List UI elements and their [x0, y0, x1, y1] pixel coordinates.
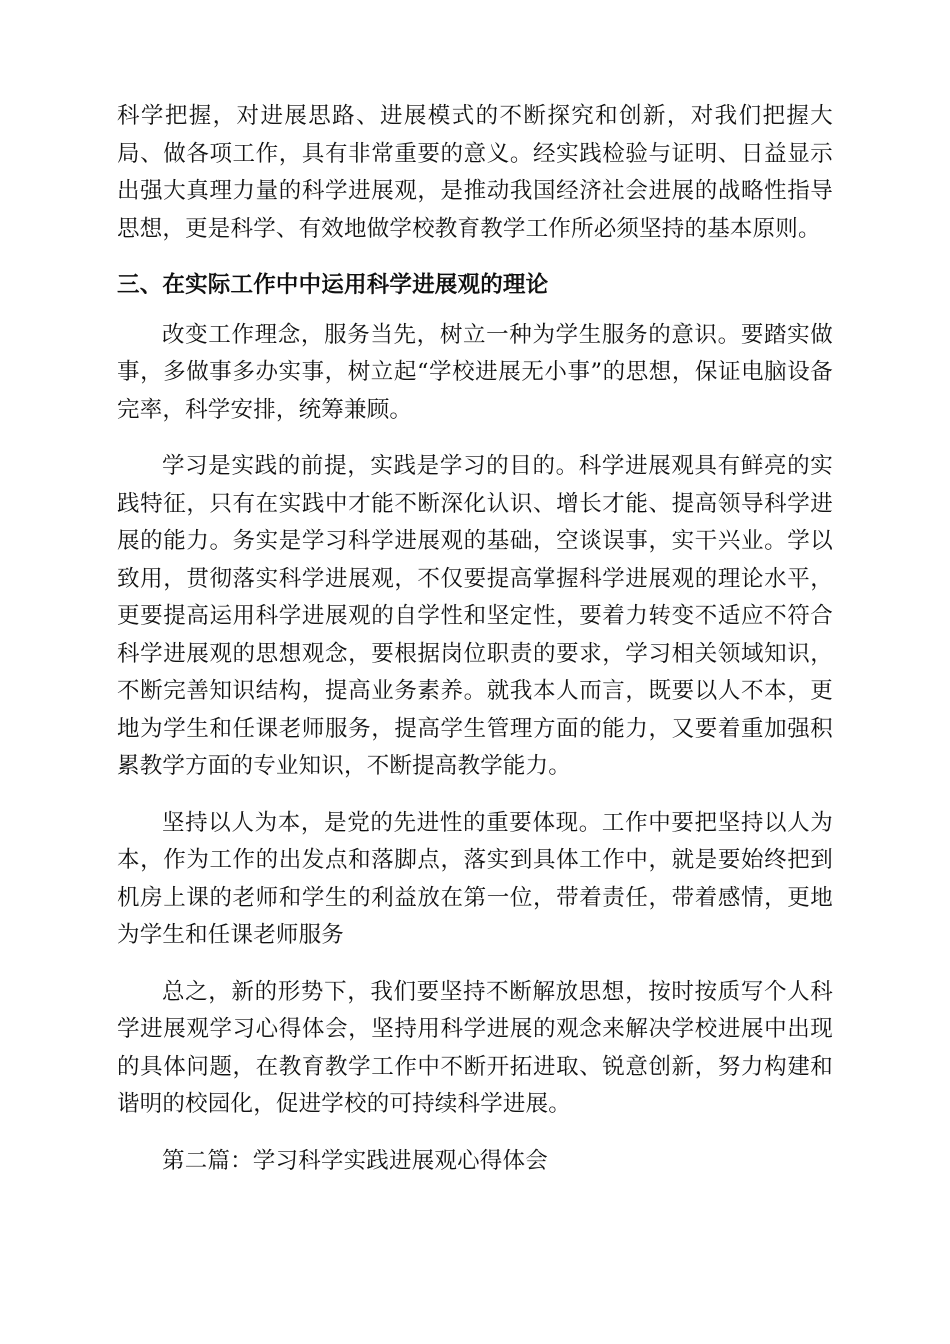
section-heading: 三、在实际工作中中运用科学进展观的理论	[117, 272, 549, 298]
paragraph-practice: 学习是实践的前提，实践是学习的目的。科学进展观具有鲜亮的实践特征，只有在实践中才能不断深化认识、增长才能、提高领导科学进展的能力。务实是学习科学进展观的基础，空谈误事，实干兴业。学以致用，贯彻落实科学进展观，不仅要提高掌握科学进展观的理论水平，更要提高运用科学进展观的自学性和坚定性，要着力转变不适应不符合科学进展观的思想观念，要根据岗位职责的要求，学习相关领域知识，不断完善知识结构，提高业务素养。就我本人而言，既要以人不本，更地为学生和任课老师服务，提高学生管理方面的能力，又要着重加强积累教学方面的专业知识，不断提高教学能力。	[117, 453, 833, 779]
paragraph-service: 改变工作理念，服务当先，树立一种为学生服务的意识。要踏实做事，多做事多办实事，树立起“学校进展无小事”的思想，保证电脑设备完率，科学安排，统筹兼顾。	[117, 321, 833, 423]
chapter-title: 第二篇：学习科学实践进展观心得体会	[162, 1147, 548, 1174]
paragraph-continuation: 科学把握，对进展思路、进展模式的不断探究和创新，对我们把握大局、做各项工作，具有非常重要的意义。经实践检验与证明、日益显示出强大真理力量的科学进展观，是推动我国经济社会进展的战略性指导思想，更是科学、有效地做学校教育教学工作所必须坚持的基本原则。	[117, 103, 833, 242]
paragraph-conclusion: 总之，新的形势下，我们要坚持不断解放思想，按时按质写个人科学进展观学习心得体会，坚持用科学进展的观念来解决学校进展中出现的具体问题，在教育教学工作中不断开拓进取、锐意创新，努力构建和谐明的校园化，促进学校的可持续科学进展。	[117, 978, 833, 1117]
document-body	[117, 98, 833, 1199]
paragraph-people-first: 坚持以人为本，是党的先进性的重要体现。工作中要把坚持以人为本，作为工作的出发点和落脚点，落实到具体工作中，就是要始终把到机房上课的老师和学生的利益放在第一位，带着责任，带着感情，更地为学生和任课老师服务	[117, 809, 833, 948]
